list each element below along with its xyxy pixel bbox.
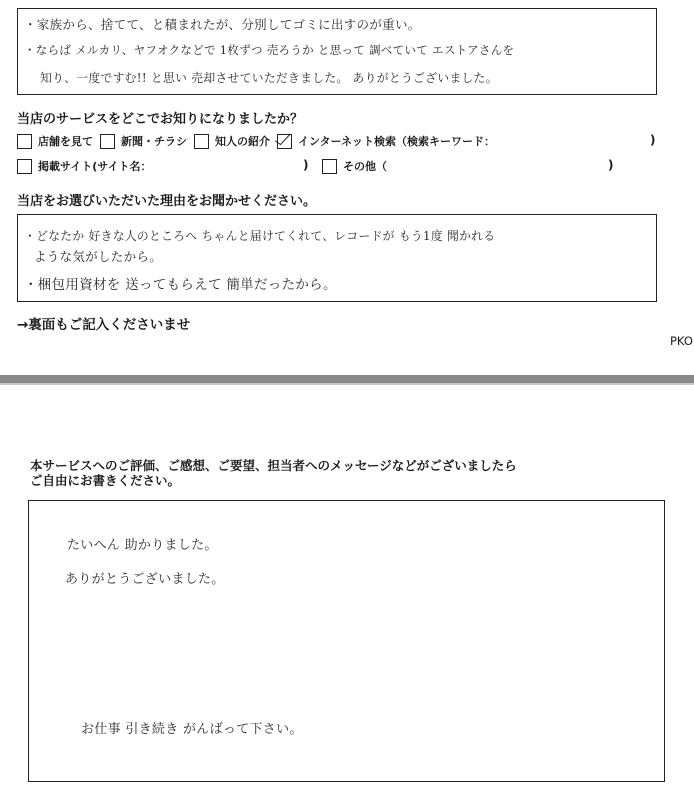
feedback-heading-line-2: ご自由にお書きください。: [30, 473, 181, 488]
reason-text-box: [17, 214, 657, 302]
source-question-heading: 当店のサービスをどこでお知りになりましたか？: [17, 112, 304, 127]
row2-close-paren-mid: ): [303, 158, 309, 172]
row2-close-paren-end: ): [608, 158, 614, 172]
reason-question-heading: 当店をお選びいただいた理由をお聞かせください。: [17, 194, 317, 209]
checkbox-other[interactable]: [322, 159, 337, 174]
reason-line-3: ・梱包用資材を 送ってもらえて 簡単だったから。: [24, 277, 337, 293]
checkbox-internet-search-checked[interactable]: [277, 134, 292, 149]
concern-line-2: ・ならば メルカリ、ヤフオクなどで 1枚ずつ 売ろうか と思って 調べていて エストアさんを: [24, 43, 515, 57]
checkbox-newspaper[interactable]: [100, 134, 115, 149]
option-internet-search-label: インターネット検索（検索キーワード：: [298, 135, 496, 148]
source-options-row-1: [17, 132, 502, 150]
option-store-label: 店舗を見て: [38, 135, 93, 148]
option-listing-site[interactable]: [17, 158, 152, 174]
option-referral-label: 知人の紹介: [215, 135, 270, 148]
feedback-heading: [30, 458, 517, 488]
page-separator-shadow: [0, 383, 694, 385]
page-separator: [0, 375, 694, 383]
checkbox-store[interactable]: [17, 134, 32, 149]
back-side-note: →裏面もご記入くださいませ: [17, 317, 191, 333]
option-other-label: その他（: [343, 160, 387, 173]
option-newspaper-label: 新聞・チラシ: [121, 135, 187, 148]
reason-line-1: ・どなたか 好きな人のところへ ちゃんと届けてくれて、レコードが もう1度 聞かれる: [24, 229, 496, 243]
feedback-text-box: [28, 500, 665, 782]
option-listing-site-label: 掲載サイト(サイト名：: [38, 160, 152, 173]
option-referral[interactable]: [194, 133, 270, 149]
feedback-heading-line-1: 本サービスへのご評価、ご感想、ご要望、担当者へのメッセージなどがございましたら: [30, 458, 517, 473]
option-newspaper[interactable]: [100, 133, 187, 149]
feedback-line-3: お仕事 引き続き がんばって下さい。: [81, 722, 303, 737]
checkbox-listing-site[interactable]: [17, 159, 32, 174]
row1-close-paren: ): [650, 133, 656, 147]
source-options-row-2: [17, 157, 152, 175]
option-internet-search[interactable]: [277, 133, 495, 149]
option-store[interactable]: [17, 133, 93, 149]
concern-line-1: ・家族から、捨てて、と積まれたが、分別してゴミに出すのが重い。: [24, 17, 421, 32]
feedback-line-1: たいへん 助かりました。: [67, 538, 218, 553]
checkbox-referral[interactable]: [194, 134, 209, 149]
page-code: PKO: [670, 334, 693, 348]
option-other[interactable]: [322, 157, 387, 175]
concern-line-3: 知り、一度ですむ!! と思い 売却させていただきました。 ありがとうございました。: [40, 71, 498, 85]
reason-line-2: ような気がしたから。: [34, 249, 163, 264]
concern-text-box: [17, 8, 657, 95]
feedback-line-2: ありがとうございました。: [65, 572, 225, 587]
